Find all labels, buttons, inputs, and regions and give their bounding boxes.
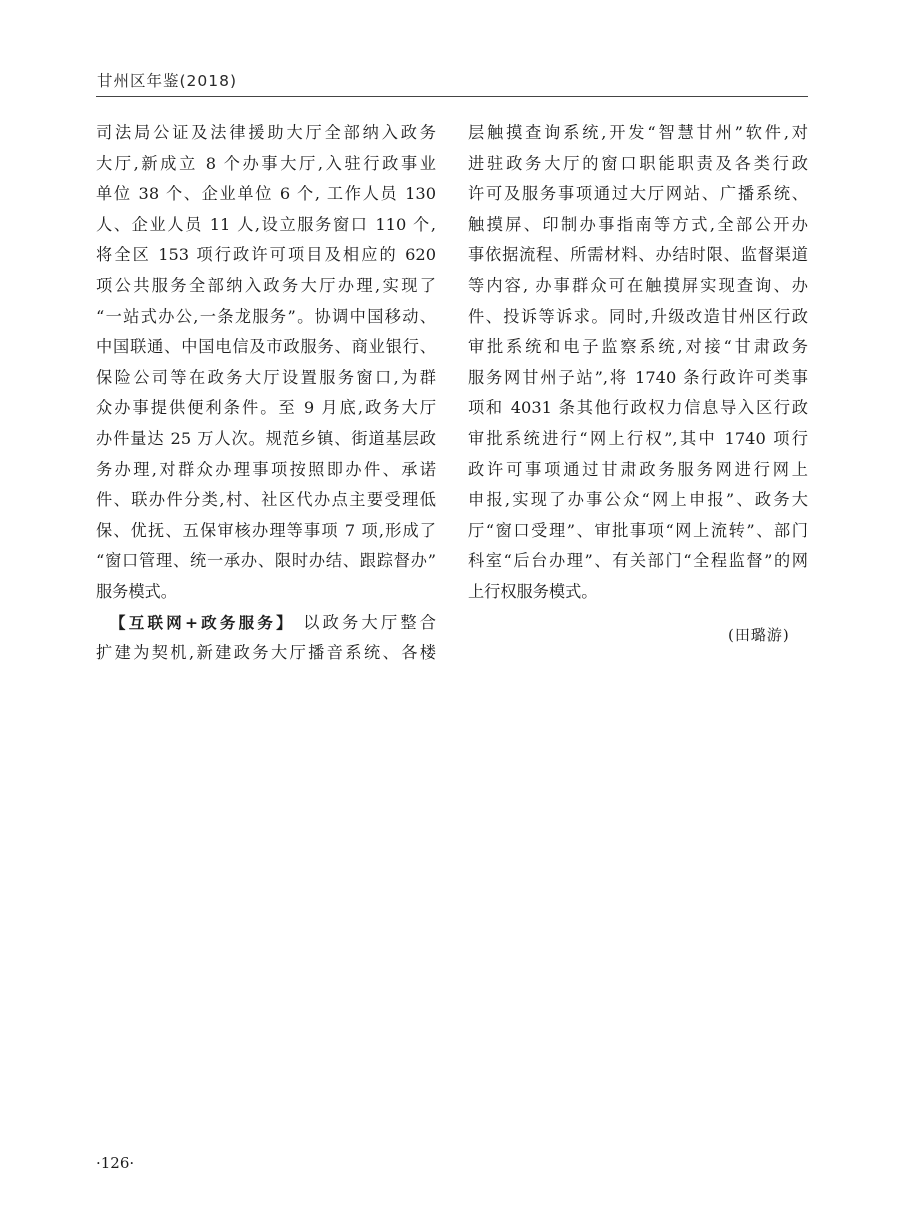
text-line: 服务模式。: [96, 581, 177, 601]
text-line: 件、联办件分类,村、社区代办点主要受理低: [96, 490, 436, 510]
text-line: 审批系统和电子监察系统,对接“甘肃政务: [468, 337, 808, 357]
text-line: 进驻政务大厅的窗口职能职责及各类行政: [468, 153, 808, 173]
text-line: 件、投诉等诉求。同时,升级改造甘州区行政: [468, 306, 808, 326]
section-title: 【互联网+政务服务】: [110, 613, 295, 632]
text-line: 政许可事项通过甘肃政务服务网进行网上: [468, 459, 808, 479]
running-header-title: 甘州区年鉴(2018): [97, 72, 238, 90]
text-line: 申报,实现了办事公众“网上申报”、政务大: [468, 490, 808, 510]
page-number: ·126·: [96, 1154, 135, 1172]
text-line: 厅“窗口受理”、审批事项“网上流转”、部门: [468, 520, 808, 540]
text-line: 许可及服务事项通过大厅网站、广播系统、: [468, 184, 808, 204]
text-line: 务办理,对群众办理事项按照即办件、承诺: [96, 459, 436, 479]
section-heading-line: [96, 608, 436, 639]
text-line: 司法局公证及法律援助大厅全部纳入政务: [96, 123, 436, 142]
text-line: 将全区 153 项行政许可项目及相应的 620: [96, 245, 436, 265]
text-line: 人、企业人员 11 人,设立服务窗口 110 个,: [96, 214, 436, 234]
text-line: 办件量达 25 万人次。规范乡镇、街道基层政: [96, 428, 436, 448]
header-divider: [96, 96, 808, 97]
text-line: 大厅,新成立 8 个办事大厅,入驻行政事业: [96, 153, 436, 173]
section-text: 以政务大厅整合: [303, 612, 436, 632]
text-line: 上行权服务模式。: [468, 581, 598, 601]
text-line: 触摸屏、印制办事指南等方式,全部公开办: [468, 214, 808, 234]
text-line: 项和 4031 条其他行政权力信息导入区行政: [468, 398, 808, 418]
text-line: 科室“后台办理”、有关部门“全程监督”的网: [468, 551, 808, 571]
text-line: “一站式办公,一条龙服务”。协调中国移动、: [96, 306, 436, 326]
text-line: 审批系统进行“网上行权”,其中 1740 项行: [468, 428, 808, 448]
text-line: 服务网甘州子站”,将 1740 条行政许可类事: [468, 367, 808, 387]
text-line: 保险公司等在政务大厅设置服务窗口,为群: [96, 367, 436, 387]
text-line: “窗口管理、统一承办、限时办结、跟踪督办”: [96, 551, 436, 571]
text-line: 单位 38 个、企业单位 6 个, 工作人员 130: [96, 184, 436, 204]
right-text-column: [468, 118, 808, 608]
text-line: 中国联通、中国电信及市政服务、商业银行、: [96, 337, 436, 357]
text-line: 等内容, 办事群众可在触摸屏实现查询、办: [468, 275, 808, 295]
text-line: 项公共服务全部纳入政务大厅办理,实现了: [96, 275, 436, 295]
author-credit: (田璐游): [728, 626, 790, 644]
left-text-column: [96, 118, 436, 669]
text-line: 保、优抚、五保审核办理等事项 7 项,形成了: [96, 520, 436, 540]
text-line: 事依据流程、所需材料、办结时限、监督渠道: [468, 245, 808, 265]
text-line: 层触摸查询系统,开发“智慧甘州”软件,对: [468, 123, 808, 142]
text-line: 众办事提供便利条件。至 9 月底,政务大厅: [96, 398, 436, 418]
text-line: 扩建为契机,新建政务大厅播音系统、各楼: [96, 643, 436, 663]
